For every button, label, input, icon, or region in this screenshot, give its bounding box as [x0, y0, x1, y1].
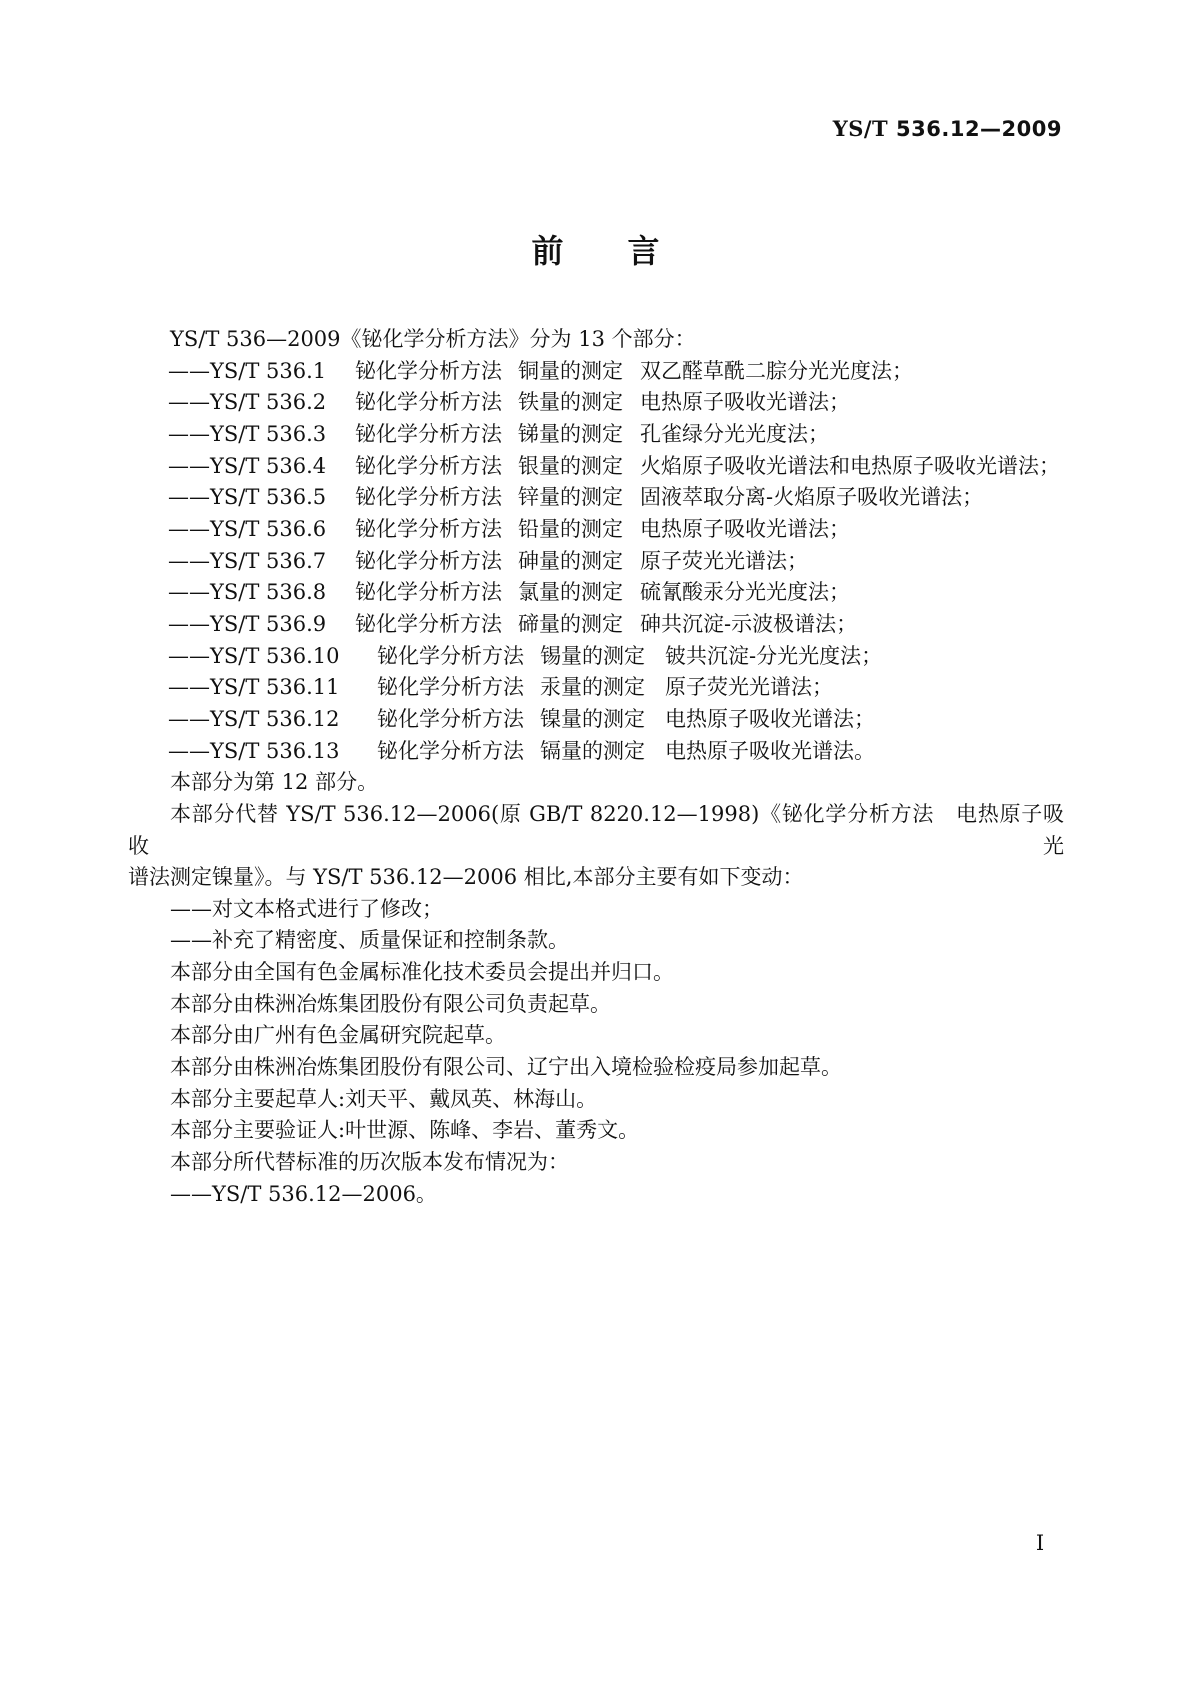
- part-target: 锌量的测定: [518, 485, 623, 510]
- part-target: 碲量的测定: [518, 611, 623, 636]
- part-target: 锡量的测定: [540, 643, 645, 668]
- part-code: ——YS/T 536.4: [168, 453, 327, 478]
- part-target: 镍量的测定: [540, 706, 645, 731]
- part-method: 孔雀绿分光光度法；: [640, 421, 829, 446]
- standard-part-item: [128, 482, 1064, 514]
- foreword-body: [128, 324, 1064, 1210]
- part-target: 银量的测定: [518, 453, 623, 478]
- part-target: 铜量的测定: [518, 358, 623, 383]
- part-method: 电热原子吸收光谱法。: [665, 738, 875, 763]
- part-series-title: 铋化学分析方法: [355, 390, 502, 415]
- foreword-line: ——YS/T 536.12—2006。: [170, 1181, 437, 1206]
- page-title: 前 言: [531, 232, 660, 270]
- foreword-line: 本部分代替 YS/T 536.12—2006(原 GB/T 8220.12—1998)《铋化学分析方法 电热原子吸收光: [128, 801, 1064, 858]
- standard-code-number: 536.12—2009: [896, 117, 1062, 141]
- part-method: 电热原子吸收光谱法；: [665, 706, 875, 731]
- standard-part-item: [128, 356, 1064, 388]
- standard-code-prefix: YS/T: [832, 116, 889, 141]
- part-series-title: 铋化学分析方法: [355, 548, 502, 573]
- standard-part-item: [128, 514, 1064, 546]
- foreword-line: 本部分由广州有色金属研究院起草。: [170, 1023, 506, 1048]
- foreword-paragraphs: [128, 767, 1064, 1210]
- part-series-title: 铋化学分析方法: [377, 738, 524, 763]
- part-method: 火焰原子吸收光谱法和电热原子吸收光谱法；: [640, 453, 1060, 478]
- standard-part-item: [128, 419, 1064, 451]
- part-series-title: 铋化学分析方法: [355, 516, 502, 541]
- part-method: 原子荧光光谱法；: [640, 548, 808, 573]
- standard-part-item: [128, 736, 1064, 768]
- standard-part-item: [128, 546, 1064, 578]
- foreword-line: 本部分由株洲冶炼集团股份有限公司、辽宁出入境检验检疫局参加起草。: [170, 1055, 842, 1080]
- part-method: 铍共沉淀-分光光度法；: [665, 643, 883, 668]
- part-target: 铁量的测定: [518, 390, 623, 415]
- standard-code-header: [833, 116, 1062, 141]
- part-target: 砷量的测定: [518, 548, 623, 573]
- foreword-line: 本部分主要起草人:刘天平、戴凤英、林海山。: [170, 1086, 598, 1111]
- part-code: ——YS/T 536.8: [168, 580, 327, 605]
- foreword-line: 本部分由全国有色金属标准化技术委员会提出并归口。: [170, 960, 674, 985]
- part-code: ——YS/T 536.3: [168, 421, 327, 446]
- part-target: 汞量的测定: [540, 675, 645, 700]
- part-code: ——YS/T 536.12: [168, 706, 340, 731]
- foreword-line: 本部分由株洲冶炼集团股份有限公司负责起草。: [170, 991, 611, 1016]
- part-method: 电热原子吸收光谱法；: [640, 516, 850, 541]
- part-target: 氯量的测定: [518, 580, 623, 605]
- foreword-line: ——补充了精密度、质量保证和控制条款。: [170, 928, 569, 953]
- part-series-title: 铋化学分析方法: [355, 421, 502, 446]
- part-target: 镉量的测定: [540, 738, 645, 763]
- part-method: 原子荧光光谱法；: [665, 675, 833, 700]
- page-number: I: [1035, 1531, 1045, 1555]
- foreword-line: 本部分为第 12 部分。: [170, 770, 379, 795]
- parts-list: [128, 356, 1064, 768]
- part-series-title: 铋化学分析方法: [377, 675, 524, 700]
- part-code: ——YS/T 536.13: [168, 738, 340, 763]
- standard-part-item: [128, 609, 1064, 641]
- part-series-title: 铋化学分析方法: [377, 706, 524, 731]
- standard-part-item: [128, 641, 1064, 673]
- foreword-line: 谱法测定镍量》。与 YS/T 536.12—2006 相比,本部分主要有如下变动：: [128, 865, 804, 890]
- part-series-title: 铋化学分析方法: [355, 358, 502, 383]
- part-target: 锑量的测定: [518, 421, 623, 446]
- part-method: 固液萃取分离-火焰原子吸收光谱法；: [640, 485, 984, 510]
- foreword-line: 本部分所代替标准的历次版本发布情况为：: [170, 1150, 569, 1175]
- standard-part-item: [128, 704, 1064, 736]
- foreword-intro-line: YS/T 536—2009《铋化学分析方法》分为 13 个部分：: [170, 327, 696, 351]
- foreword-line: ——对文本格式进行了修改；: [170, 896, 443, 921]
- standard-part-item: [128, 451, 1064, 483]
- standard-part-item: [128, 577, 1064, 609]
- part-series-title: 铋化学分析方法: [355, 580, 502, 605]
- standard-part-item: [128, 387, 1064, 419]
- part-code: ——YS/T 536.9: [168, 611, 327, 636]
- part-code: ——YS/T 536.1: [168, 358, 327, 383]
- part-method: 硫氰酸汞分光光度法；: [640, 580, 850, 605]
- foreword-line: 本部分主要验证人:叶世源、陈峰、李岩、董秀文。: [170, 1118, 640, 1143]
- part-target: 铅量的测定: [518, 516, 623, 541]
- part-code: ——YS/T 536.11: [168, 675, 340, 700]
- part-series-title: 铋化学分析方法: [355, 453, 502, 478]
- part-code: ——YS/T 536.5: [168, 485, 327, 510]
- standard-part-item: [128, 672, 1064, 704]
- part-method: 电热原子吸收光谱法；: [640, 390, 850, 415]
- part-series-title: 铋化学分析方法: [355, 611, 502, 636]
- part-method: 双乙醛草酰二腙分光光度法；: [640, 358, 913, 383]
- part-code: ——YS/T 536.6: [168, 516, 327, 541]
- part-method: 砷共沉淀-示波极谱法；: [640, 611, 858, 636]
- part-series-title: 铋化学分析方法: [355, 485, 502, 510]
- part-code: ——YS/T 536.7: [168, 548, 327, 573]
- part-series-title: 铋化学分析方法: [377, 643, 524, 668]
- part-code: ——YS/T 536.10: [168, 643, 340, 668]
- part-code: ——YS/T 536.2: [168, 390, 327, 415]
